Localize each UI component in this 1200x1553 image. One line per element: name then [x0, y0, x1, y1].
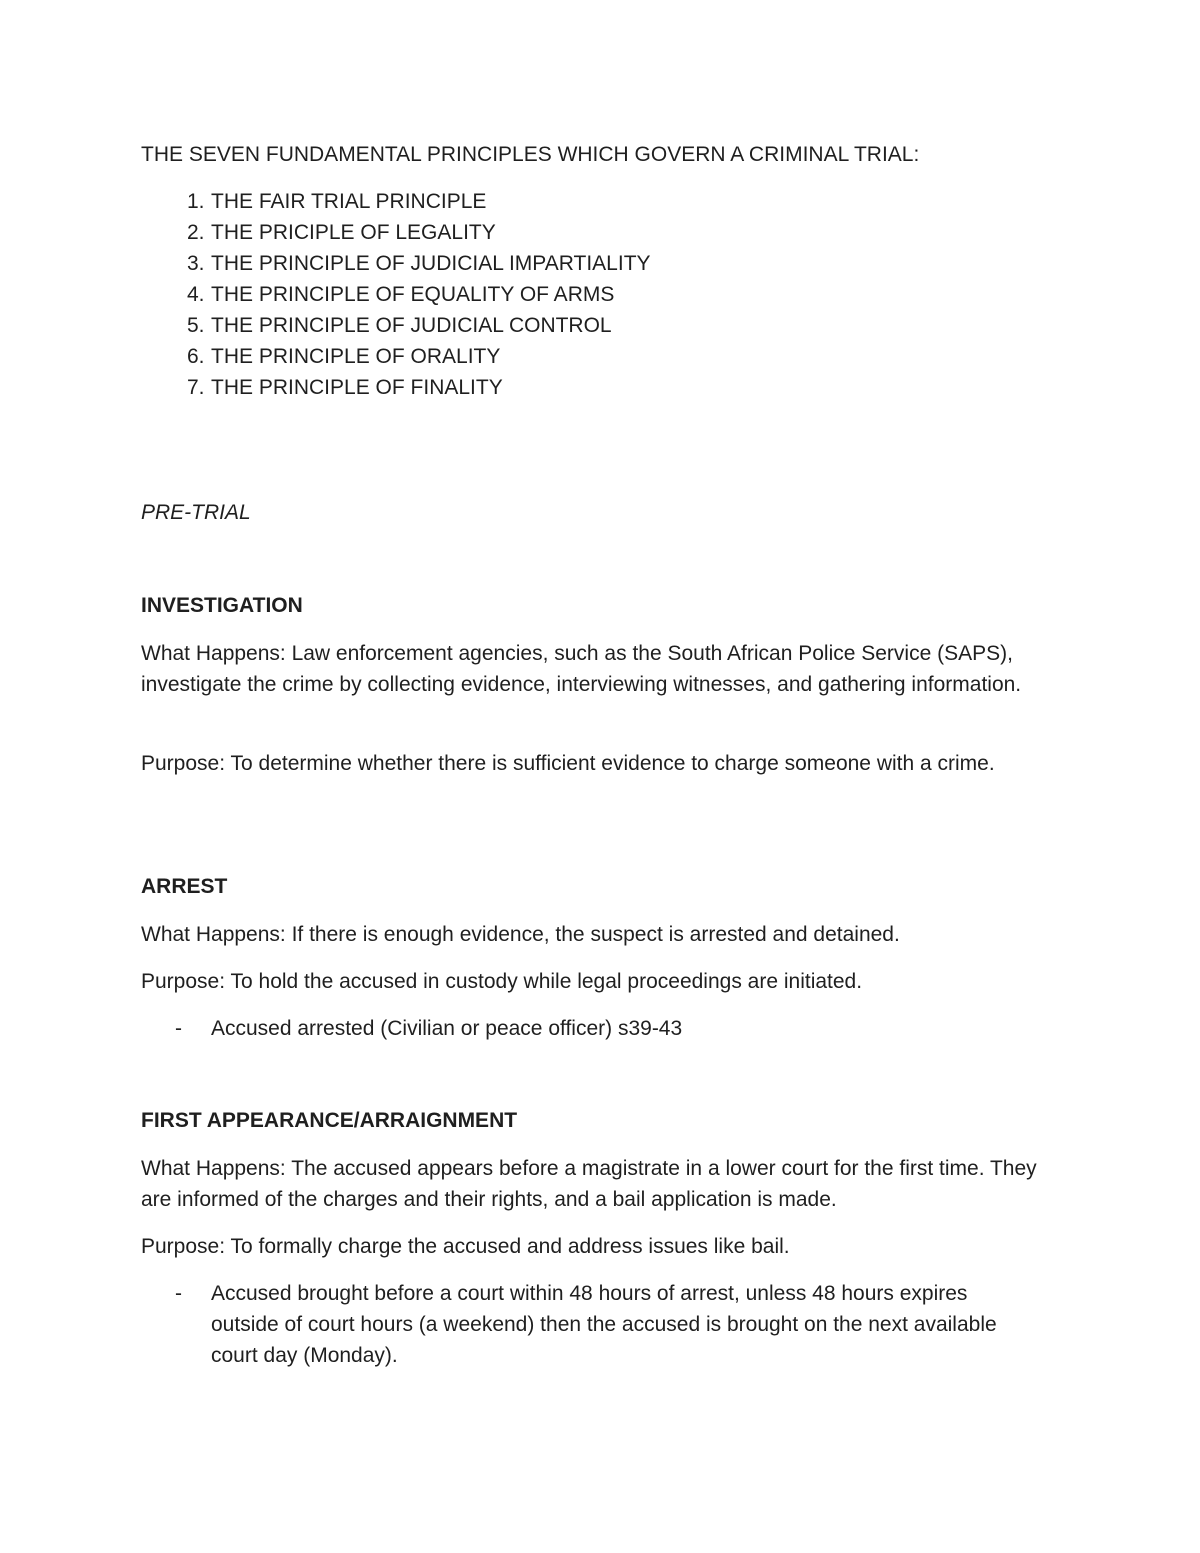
arrest-bullet: [141, 1013, 1041, 1044]
bullet-dash: -: [175, 1017, 182, 1040]
list-item: [141, 313, 651, 344]
list-number: 1.: [187, 190, 205, 213]
list-item: [141, 375, 651, 406]
investigation-heading: INVESTIGATION: [141, 594, 303, 617]
arrest-heading: ARREST: [141, 875, 228, 898]
list-number: 2.: [187, 221, 205, 244]
first-appearance-what: What Happens: The accused appears before a magistrate in a lower court for the first time. They are informed of the charges and their rights, and a bail application is made.: [141, 1157, 1037, 1211]
list-text: THE FAIR TRIAL PRINCIPLE: [211, 190, 487, 213]
document-title: THE SEVEN FUNDAMENTAL PRINCIPLES WHICH GOVERN A CRIMINAL TRIAL:: [141, 143, 920, 166]
investigation-what: What Happens: Law enforcement agencies, such as the South African Police Service (SAPS), investigate the crime by collecting evidence, interviewing witnesses, and gathering information.: [141, 642, 1022, 696]
list-item: [141, 220, 651, 251]
investigation-purpose: Purpose: To determine whether there is sufficient evidence to charge someone with a crime.: [141, 752, 995, 775]
list-text: THE PRINCIPLE OF JUDICIAL IMPARTIALITY: [211, 252, 651, 275]
pretrial-label: PRE-TRIAL: [141, 501, 251, 524]
list-number: 4.: [187, 283, 205, 306]
first-appearance-purpose: Purpose: To formally charge the accused and address issues like bail.: [141, 1235, 790, 1258]
bullet-text: Accused arrested (Civilian or peace officer) s39-43: [211, 1017, 683, 1040]
first-appearance-bullet: [141, 1278, 1041, 1371]
arrest-purpose: Purpose: To hold the accused in custody while legal proceedings are initiated.: [141, 970, 863, 993]
list-number: 7.: [187, 376, 205, 399]
list-text: THE PRINCIPLE OF EQUALITY OF ARMS: [211, 283, 615, 306]
list-text: THE PRICIPLE OF LEGALITY: [211, 221, 496, 244]
arrest-what: What Happens: If there is enough evidence, the suspect is arrested and detained.: [141, 923, 900, 946]
list-item: [141, 189, 651, 220]
principles-list: [141, 189, 651, 406]
first-appearance-heading: FIRST APPEARANCE/ARRAIGNMENT: [141, 1109, 518, 1132]
list-item: [141, 282, 651, 313]
list-text: THE PRINCIPLE OF JUDICIAL CONTROL: [211, 314, 612, 337]
list-item: [141, 251, 651, 282]
bullet-dash: -: [175, 1282, 182, 1305]
list-text: THE PRINCIPLE OF FINALITY: [211, 376, 503, 399]
list-number: 5.: [187, 314, 205, 337]
list-text: THE PRINCIPLE OF ORALITY: [211, 345, 501, 368]
list-item: [141, 344, 651, 375]
list-number: 6.: [187, 345, 205, 368]
bullet-text: Accused brought before a court within 48 hours of arrest, unless 48 hours expires outside of court hours (a weekend) then the accused is brought on the next available court day (Monday).: [211, 1282, 997, 1367]
list-number: 3.: [187, 252, 205, 275]
